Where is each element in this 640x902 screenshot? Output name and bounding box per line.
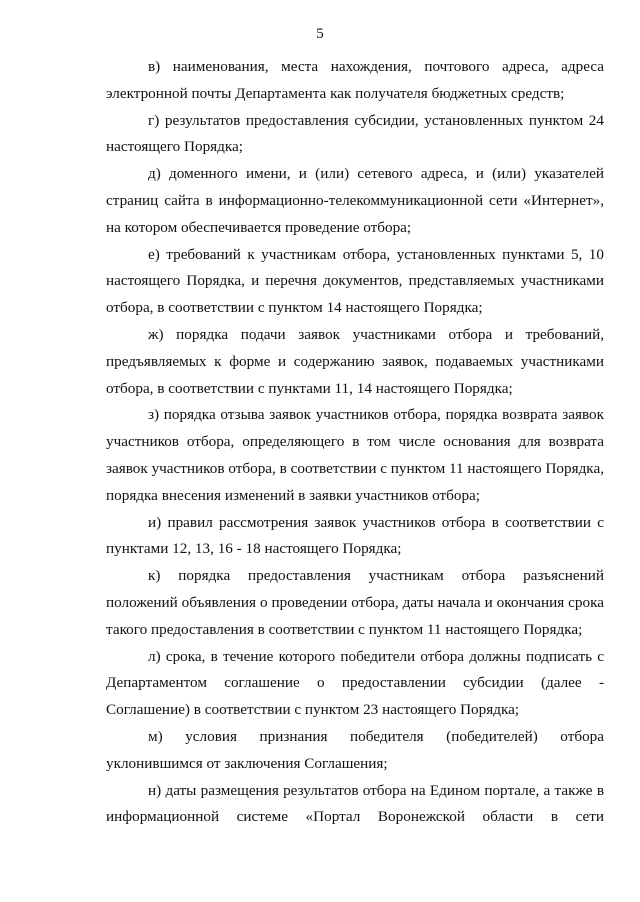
paragraph-m: м) условия признания победителя (победителей) отбора уклонившимся от заключения Соглашения; [106,727,604,772]
paragraph-l: л) срока, в течение которого победители отбора должны подписать с Департаментом соглашение о предоставлении субсидии (далее - Соглашение) в соответствии с пунктом 23 настоящего Порядка; [106,647,604,719]
paragraph-g: г) результатов предоставления субсидии, установленных пунктом 24 настоящего Порядка; [106,111,604,156]
paragraph-n: н) даты размещения результатов отбора на Едином портале, а также в информационной системе «Портал Воронежской области в сети [106,781,604,826]
paragraph-e: е) требований к участникам отбора, установленных пунктами 5, 10 настоящего Порядка, и перечня документов, представляемых участниками отбора, в соответствии с пунктом 14 настоящего Порядка; [106,245,604,317]
paragraph-z: з) порядка отзыва заявок участников отбора, порядка возврата заявок участников отбора, определяющего в том числе основания для возврата заявок участников отбора, в соответствии с пунктом 11 настоящего Порядка, порядка внесения изменений в заявки участников отбора; [106,406,604,504]
document-body [106,54,604,831]
paragraph-d: д) доменного имени, и (или) сетевого адреса, и (или) указателей страниц сайта в информационно-телекоммуникационной сети «Интернет», на котором обеспечивается проведение отбора; [106,165,604,236]
paragraph-k: к) порядка предоставления участникам отбора разъяснений положений объявления о проведении отбора, даты начала и окончания срока такого предоставления в соответствии с пунктом 11 настоящего Порядка; [106,567,604,638]
paragraph-i: и) правил рассмотрения заявок участников отбора в соответствии с пунктами 12, 13, 16 - 18 настоящего Порядка; [106,513,604,558]
paragraph-v: в) наименования, места нахождения, почтового адреса, адреса электронной почты Департамента как получателя бюджетных средств; [106,58,604,102]
paragraph-zh: ж) порядка подачи заявок участниками отбора и требований, предъявляемых к форме и содержанию заявок, подаваемых участниками отбора, в соответствии с пунктами 11, 14 настоящего Порядка; [106,325,604,397]
page-number: 5 [316,26,324,42]
